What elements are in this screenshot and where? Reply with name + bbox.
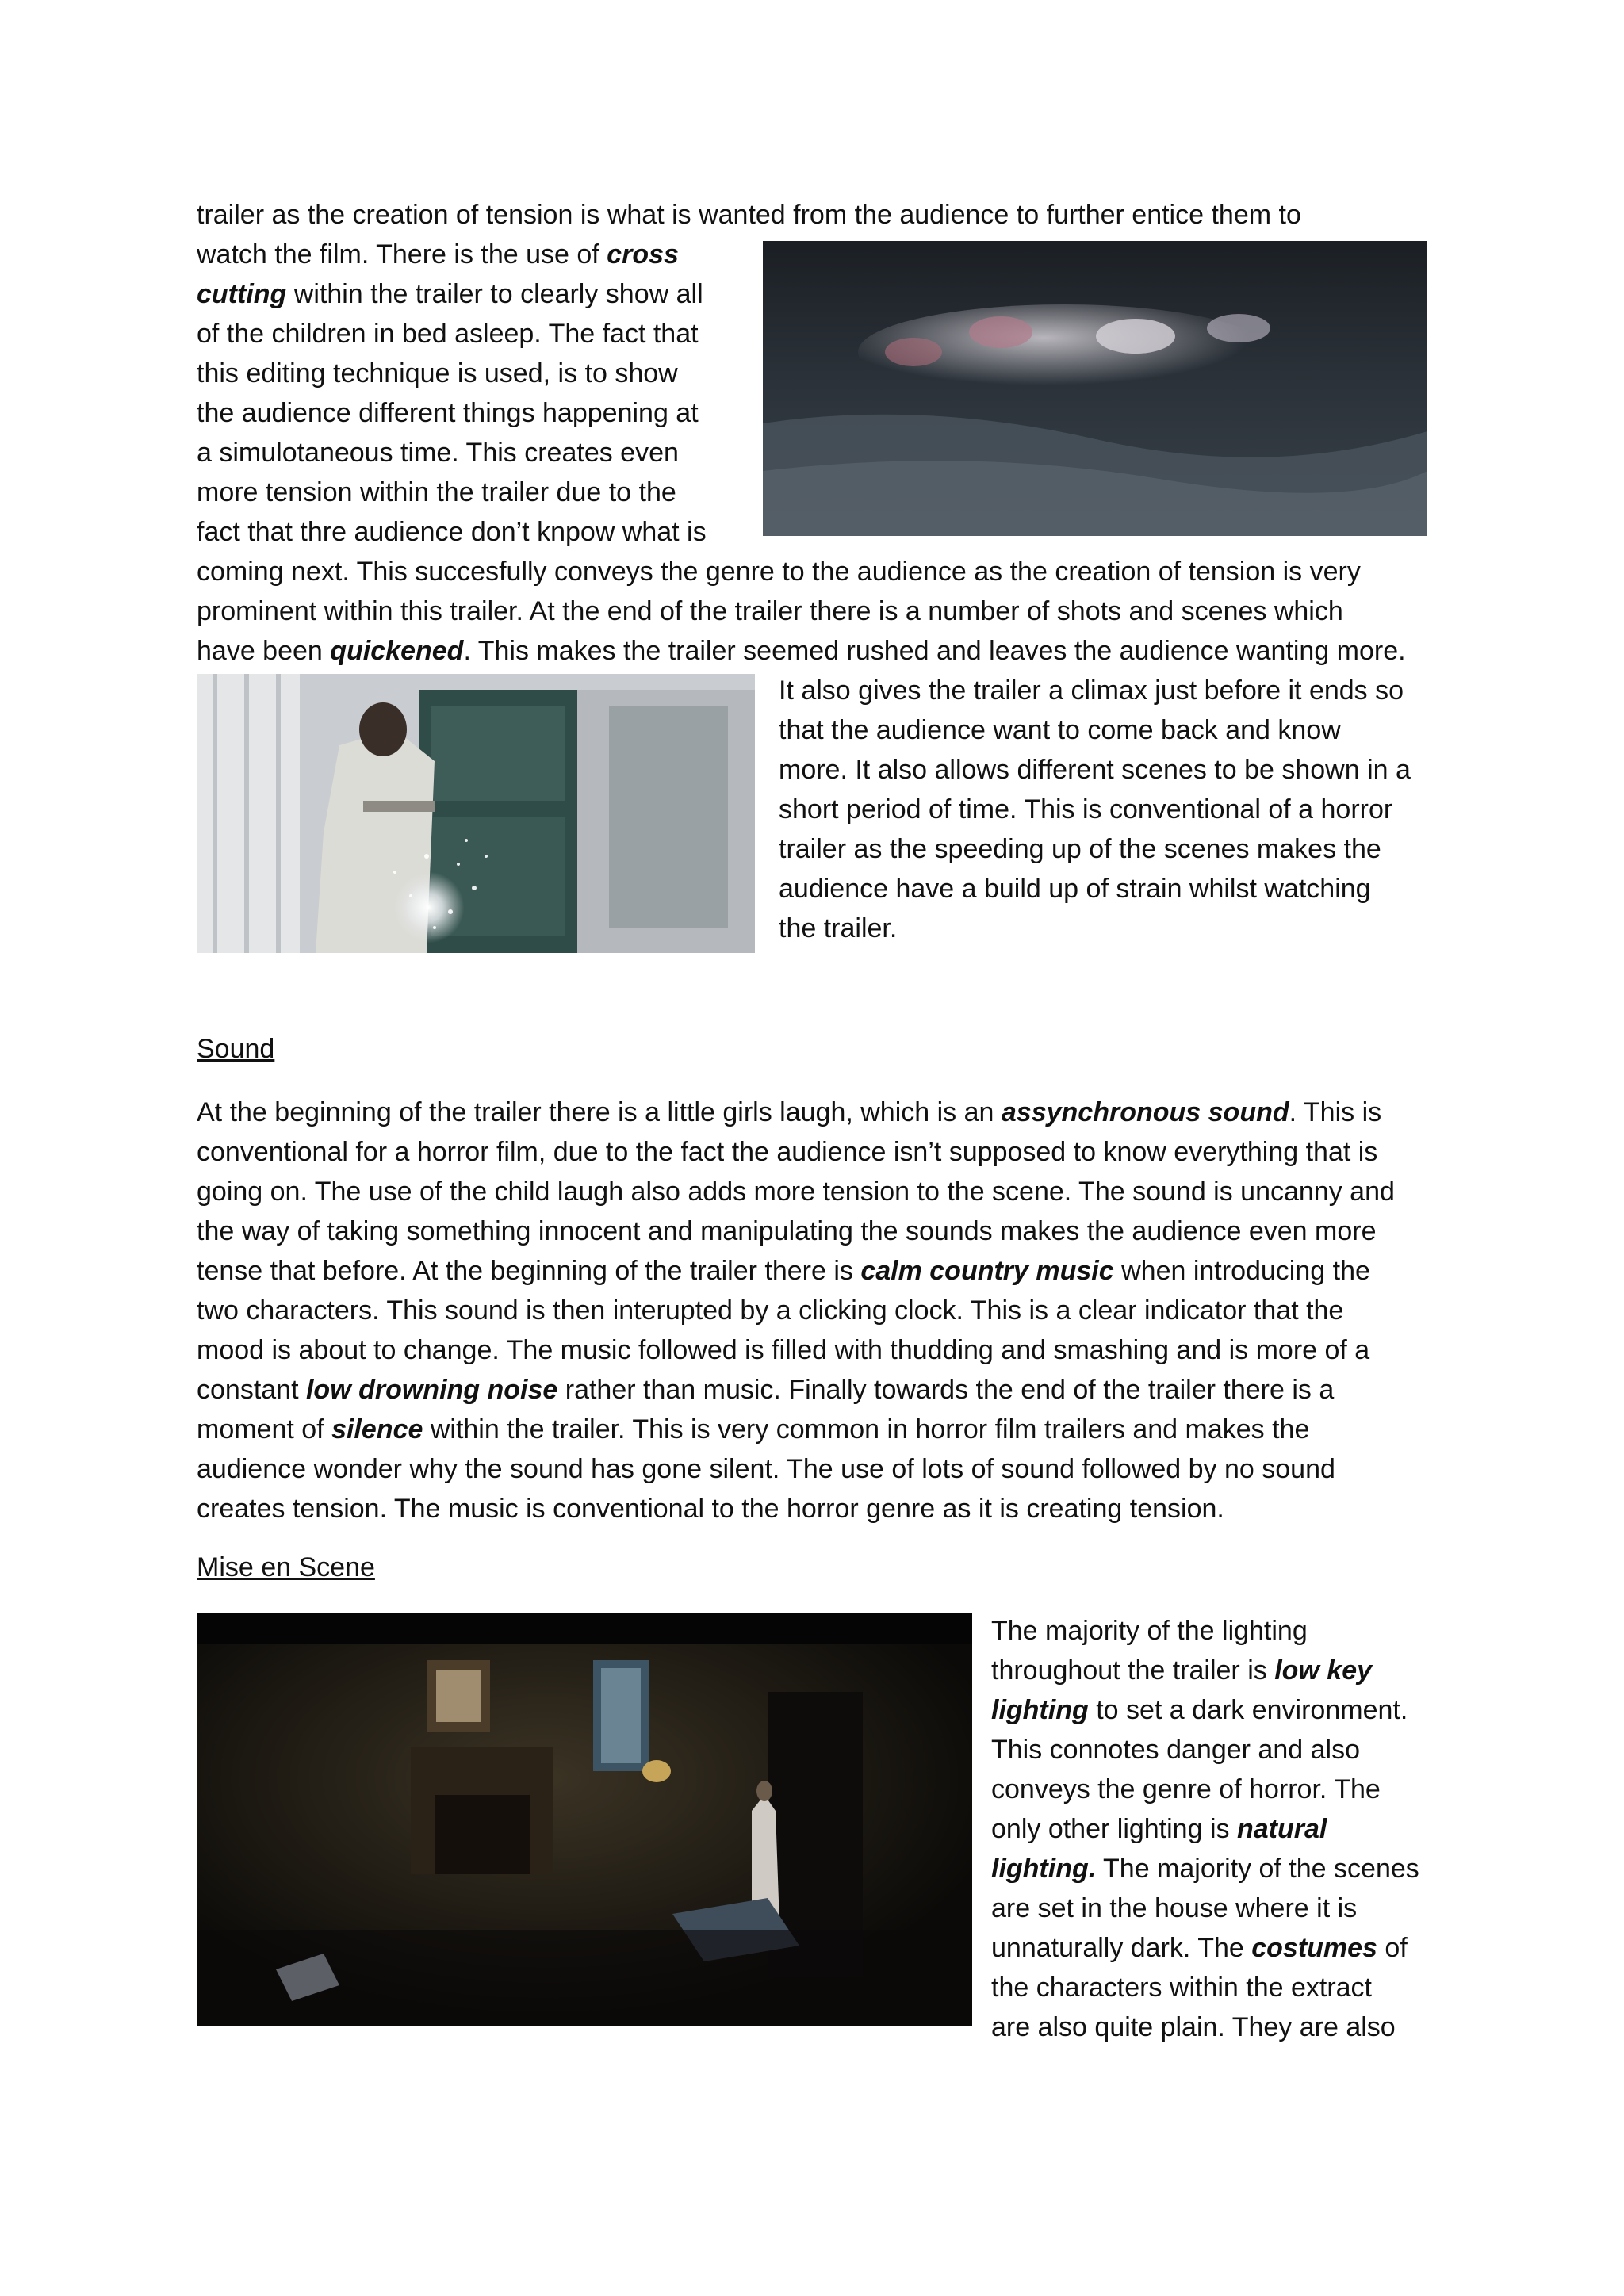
text-line: audience have a build up of strain whilst watching (779, 874, 1371, 904)
text-line: throughout the trailer is low key (991, 1655, 1373, 1686)
text-line: are set in the house where it is (991, 1893, 1358, 1923)
text-line: At the beginning of the trailer there is a little girls laugh, which is an assynchronous sound. This is (197, 1097, 1382, 1127)
emphasis-term: low key (1274, 1655, 1373, 1686)
text-line: lighting to set a dark environment. (991, 1695, 1408, 1725)
text-line: going on. The use of the child laugh also adds more tension to the scene. The sound is uncanny and (197, 1177, 1395, 1207)
text-line: The majority of the lighting (991, 1616, 1308, 1646)
text-line: two characters. This sound is then interupted by a clicking clock. This is a clear indicator that the (197, 1295, 1344, 1326)
text-line: tense that before. At the beginning of the trailer there is calm country music when introducing the (197, 1256, 1370, 1286)
text-line: the characters within the extract (991, 1973, 1373, 2003)
emphasis-term: lighting (991, 1695, 1089, 1725)
text-line: It also gives the trailer a climax just before it ends so (779, 675, 1404, 706)
emphasis-term: lighting. (991, 1854, 1097, 1884)
text-line: constant low drowning noise rather than music. Finally towards the end of the trailer there is a (197, 1375, 1335, 1405)
emphasis-term: low drowning noise (305, 1375, 558, 1405)
text-line: moment of silence within the trailer. This is very common in horror film trailers and makes the (197, 1414, 1310, 1445)
text-line: creates tension. The music is conventional to the horror genre as it is creating tension. (197, 1494, 1224, 1524)
text-line: prominent within this trailer. At the end of the trailer there is a number of shots and scenes which (197, 596, 1343, 626)
dark-room-image (197, 1613, 972, 2026)
text-line: audience wonder why the sound has gone silent. The use of lots of sound followed by no sound (197, 1454, 1335, 1484)
text-line: of the children in bed asleep. The fact that (197, 319, 699, 349)
text-line: the trailer. (779, 913, 898, 943)
text-line: cutting within the trailer to clearly show all (197, 279, 703, 309)
emphasis-term: costumes (1251, 1933, 1377, 1963)
text-line: more tension within the trailer due to the (197, 477, 676, 507)
text-line: short period of time. This is conventional of a horror (779, 794, 1393, 825)
text-line: the audience different things happening at (197, 398, 699, 428)
text-line: coming next. This succesfully conveys the genre to the audience as the creation of tension is very (197, 557, 1361, 587)
text-line: trailer as the speeding up of the scenes makes the (779, 834, 1381, 864)
text-line: watch the film. There is the use of cross (197, 239, 679, 270)
man-sparks-image (197, 674, 755, 953)
emphasis-term: calm country music (860, 1256, 1114, 1286)
emphasis-term: natural (1236, 1814, 1327, 1844)
emphasis-term: quickened (330, 636, 464, 666)
children-asleep-image (763, 241, 1427, 536)
text-line: only other lighting is natural (991, 1814, 1327, 1844)
emphasis-term: assynchronous sound (1001, 1097, 1289, 1127)
section-heading-sound: Sound (197, 1034, 275, 1064)
text-line: fact that thre audience don’t knpow what is (197, 517, 707, 547)
text-line: conveys the genre of horror. The (991, 1774, 1381, 1804)
text-line: trailer as the creation of tension is what is wanted from the audience to further entice them to (197, 200, 1301, 230)
text-line: unnaturally dark. The costumes of (991, 1933, 1408, 1963)
emphasis-term: cutting (197, 279, 287, 309)
text-line: conventional for a horror film, due to the fact the audience isn’t supposed to know everything that is (197, 1137, 1378, 1167)
text-line: a simulotaneous time. This creates even (197, 438, 679, 468)
text-line: mood is about to change. The music followed is filled with thudding and smashing and is more of a (197, 1335, 1370, 1365)
text-line: more. It also allows different scenes to be shown in a (779, 755, 1411, 785)
text-line: the way of taking something innocent and manipulating the sounds makes the audience even more (197, 1216, 1377, 1246)
text-line: are also quite plain. They are also (991, 2012, 1396, 2042)
text-line: lighting. The majority of the scenes (991, 1854, 1419, 1884)
text-line: this editing technique is used, is to show (197, 358, 678, 388)
section-heading-mise-en-scene: Mise en Scene (197, 1552, 375, 1582)
text-line: that the audience want to come back and know (779, 715, 1341, 745)
emphasis-term: silence (331, 1414, 423, 1445)
text-line: This connotes danger and also (991, 1735, 1360, 1765)
emphasis-term: cross (607, 239, 679, 270)
text-line: have been quickened. This makes the trailer seemed rushed and leaves the audience wanting more. (197, 636, 1406, 666)
